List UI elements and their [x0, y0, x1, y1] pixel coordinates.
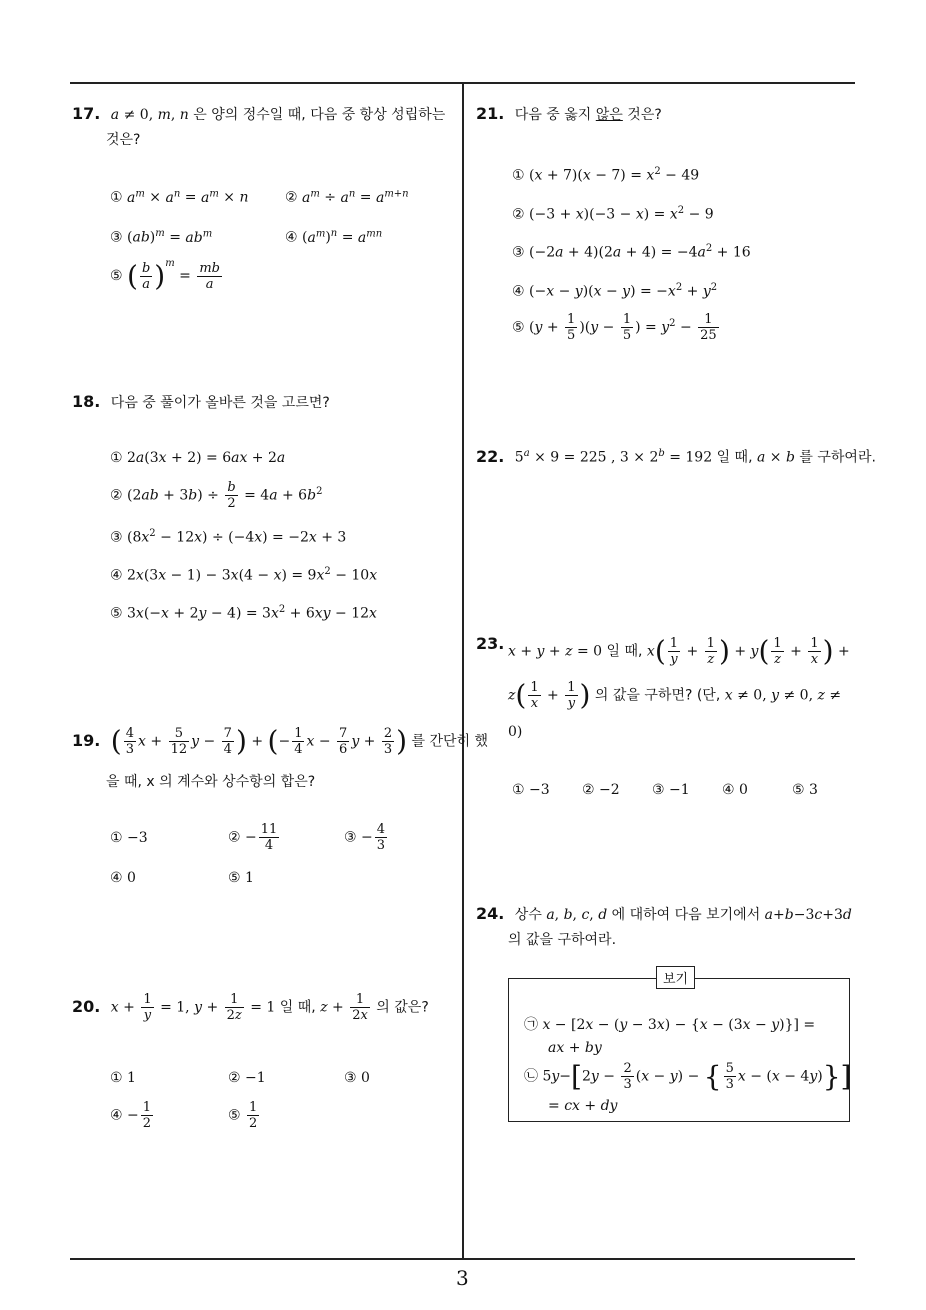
- question-23-expr-cont: z( $\frac{1}{x}$ + $\frac{1}{y}$ ) 의 값을 구하면? (단, x ≠ 0, y ≠ 0, z ≠: [508, 678, 842, 712]
- question-24-text-cont: [508, 930, 616, 950]
- option-value: −1: [245, 1070, 266, 1086]
- option-marker: ④: [285, 229, 298, 246]
- question-text: 을 때, x 의 계수와 상수항의 합은?: [106, 774, 316, 790]
- option-2[interactable]: [582, 782, 620, 798]
- option-value: −1: [669, 782, 690, 798]
- option-2[interactable]: ② $a^m \div a^n = a^{m+n}$: [285, 188, 409, 206]
- option-marker: ③: [110, 529, 123, 546]
- option-4[interactable]: ④ $2x(3x - 1) - 3x(4 - x) = 9x^2 - 10x$: [110, 566, 378, 584]
- option-marker: ②: [582, 782, 595, 798]
- item-marker: ㉠: [524, 1017, 538, 1033]
- question-24: 24. 상수 a, b, c, d 에 대하여 다음 보기에서 a+b−3c+3d: [476, 904, 852, 923]
- question-text: 일 때,: [606, 643, 643, 660]
- option-marker: ⑤: [110, 605, 123, 622]
- option-1[interactable]: [110, 1070, 136, 1086]
- option-marker: ④: [110, 1107, 123, 1124]
- question-text: 를 구하여라.: [799, 449, 876, 466]
- question-22: 22. $5^a \times 9 = 225$ , $3 \times 2^b = 192$ 일 때, a × b 를 구하여라.: [476, 446, 876, 466]
- option-5[interactable]: [228, 870, 254, 886]
- option-marker: ⑤: [792, 782, 805, 798]
- option-marker: ③: [652, 782, 665, 798]
- option-marker: ②: [285, 189, 298, 206]
- option-2[interactable]: [228, 1070, 266, 1086]
- question-23: [476, 634, 510, 655]
- option-3[interactable]: [652, 782, 690, 798]
- question-text: 은 양의 정수일 때, 다음 중 항상 성립하는: [193, 107, 446, 123]
- option-1[interactable]: [110, 830, 148, 846]
- option-marker: ③: [344, 1070, 357, 1086]
- page-number: 3: [456, 1266, 469, 1290]
- option-1[interactable]: ① 2a(3x + 2) = 6ax + 2a: [110, 450, 286, 466]
- option-marker: ②: [512, 206, 525, 223]
- option-marker: ⑤: [228, 870, 241, 886]
- option-4[interactable]: ④ $(a^m)^n = a^{mn}$: [285, 228, 383, 246]
- option-marker: ②: [228, 829, 241, 846]
- option-marker: ③: [110, 229, 123, 246]
- column-divider: [462, 84, 464, 1258]
- example-item-1: ㉠ x − [2x − (y − 3x) − {x − (3x − y)}] =: [524, 1017, 816, 1033]
- question-text: 일 때,: [716, 449, 753, 466]
- option-marker: ①: [512, 167, 525, 184]
- question-number: 23.: [476, 634, 505, 653]
- option-5[interactable]: ⑤ (y + $\frac{1}{5}$ )(y − $\frac{1}{5}$ ) = $y^2$ − $\frac{1}{25}$: [512, 312, 717, 343]
- option-marker: ④: [110, 870, 123, 886]
- option-marker: ④: [110, 567, 123, 584]
- option-marker: ④: [512, 283, 525, 300]
- option-marker: ⑤: [512, 319, 525, 336]
- question-21: [476, 104, 662, 125]
- question-17-text-cont: [106, 130, 140, 150]
- option-5[interactable]: [792, 782, 818, 798]
- question-number: 18.: [72, 392, 101, 411]
- example-box-title: 보기: [656, 966, 695, 989]
- option-value: 0: [739, 782, 748, 798]
- option-3[interactable]: ③ $(-2a + 4)(2a + 4) = -4a^2 + 16$: [512, 243, 751, 261]
- option-value: 3: [809, 782, 818, 798]
- question-23-expr: x + y + z = 0 일 때, x( $\frac{1}{y}$ + $\frac{1}{z}$ ) + y( $\frac{1}{z}$ + $\frac{1}{x}$ ) +: [508, 634, 850, 668]
- option-value: 0: [127, 870, 136, 886]
- example-item-2: ㉡ 5y−[2y − $\frac{2}{3}$ (x − y) − { $\frac{5}{3}$ x − (x − 4y)}]: [524, 1060, 852, 1093]
- option-marker: ②: [228, 1070, 241, 1086]
- option-value: −3: [529, 782, 550, 798]
- option-marker: ⑤: [110, 268, 123, 284]
- option-5[interactable]: ⑤ ( $\frac{b}{a}$ )$^m$ = $\frac{mb}{a}$: [110, 258, 220, 293]
- option-3[interactable]: ③ $(8x^2 - 12x) \div (-4x) = -2x + 3$: [110, 528, 347, 546]
- option-1[interactable]: ① $a^m \times a^n = a^m \times n$: [110, 188, 249, 206]
- option-marker: ④: [722, 782, 735, 798]
- question-number: 22.: [476, 446, 505, 466]
- option-4[interactable]: [722, 782, 748, 798]
- question-text: 것은?: [627, 107, 662, 123]
- option-marker: ⑤: [228, 1107, 241, 1124]
- question-number: 17.: [72, 104, 101, 123]
- option-3[interactable]: [344, 1070, 370, 1086]
- question-23-expr-end: 0): [508, 724, 523, 740]
- option-marker: ③: [512, 244, 525, 261]
- example-item-1-cont: ax + by: [548, 1040, 602, 1056]
- option-value: 1: [245, 870, 254, 886]
- option-marker: ②: [110, 487, 123, 504]
- option-5[interactable]: ⑤ $3x(-x + 2y - 4) = 3x^2 + 6xy - 12x$: [110, 604, 377, 622]
- question-number: 24.: [476, 904, 505, 923]
- option-3[interactable]: ③ − $\frac{4}{3}$: [344, 822, 386, 853]
- question-text: 의 값을 구하여라.: [508, 932, 617, 948]
- option-4[interactable]: ④ − $\frac{1}{2}$: [110, 1100, 152, 1131]
- question-text: 상수: [514, 907, 542, 923]
- question-number: 21.: [476, 104, 505, 123]
- option-value: −3: [127, 830, 148, 846]
- underlined-word: 않은: [595, 107, 623, 123]
- question-text: 것은?: [106, 132, 141, 148]
- option-2[interactable]: ② (2ab + 3b) ÷ $\frac{b}{2}$ = $4a + 6b^2$: [110, 480, 323, 511]
- option-marker: ①: [110, 450, 123, 466]
- option-2[interactable]: ② $(-3 + x)(-3 - x) = x^2 - 9$: [512, 205, 714, 223]
- question-18: [72, 392, 330, 413]
- question-text: 다음 중 풀이가 올바른 것을 고르면?: [110, 395, 330, 411]
- option-marker: ①: [110, 1070, 123, 1086]
- question-text: 의 값을 구하면? (단,: [594, 687, 721, 704]
- question-20: 20. x + $\frac{1}{y}$ = 1, y + $\frac{1}{2z}$ = 1 일 때, z + $\frac{1}{2x}$ 의 값은?: [72, 992, 429, 1023]
- option-marker: ③: [344, 829, 357, 846]
- question-text: 의 값은?: [376, 999, 429, 1016]
- question-text: 일 때,: [279, 999, 316, 1016]
- option-value: 0: [361, 1070, 370, 1086]
- option-marker: ①: [512, 782, 525, 798]
- option-value: 1: [127, 1070, 136, 1086]
- option-3[interactable]: ③ $(ab)^m = ab^m$: [110, 228, 213, 246]
- bottom-rule: [70, 1258, 855, 1260]
- option-1[interactable]: ① $(x + 7)(x - 7) = x^2 - 49$: [512, 166, 700, 184]
- option-2[interactable]: ② − $\frac{11}{4}$: [228, 822, 278, 853]
- option-marker: ①: [110, 189, 123, 206]
- option-1[interactable]: [512, 782, 550, 798]
- item-marker: ㉡: [524, 1068, 538, 1085]
- option-4[interactable]: ④ $(-x - y)(x - y) = -x^2 + y^2$: [512, 282, 718, 300]
- option-5[interactable]: ⑤ $\frac{1}{2}$: [228, 1100, 258, 1131]
- question-17: 17. a ≠ 0, m, n 은 양의 정수일 때, 다음 중 항상 성립하는: [72, 104, 446, 123]
- question-number: 19.: [72, 730, 101, 750]
- example-item-2-cont: = cx + dy: [548, 1098, 618, 1114]
- option-marker: ①: [110, 830, 123, 846]
- question-text: 다음 중 옳지: [514, 107, 592, 123]
- question-19: 19. ( $\frac{4}{3}$ x + $\frac{5}{12}$ y − $\frac{7}{4}$ ) + (− $\frac{1}{4}$ x − $\frac{7}{6}$ y + $\frac{2}{3}$ ) 를 간단히 했: [72, 724, 489, 758]
- question-number: 20.: [72, 996, 101, 1016]
- question-19-text-cont: [106, 772, 315, 792]
- question-text: 에 대하여 다음 보기에서: [611, 907, 761, 923]
- option-4[interactable]: [110, 870, 136, 886]
- question-text: 를 간단히 했: [411, 733, 489, 750]
- option-value: −2: [599, 782, 620, 798]
